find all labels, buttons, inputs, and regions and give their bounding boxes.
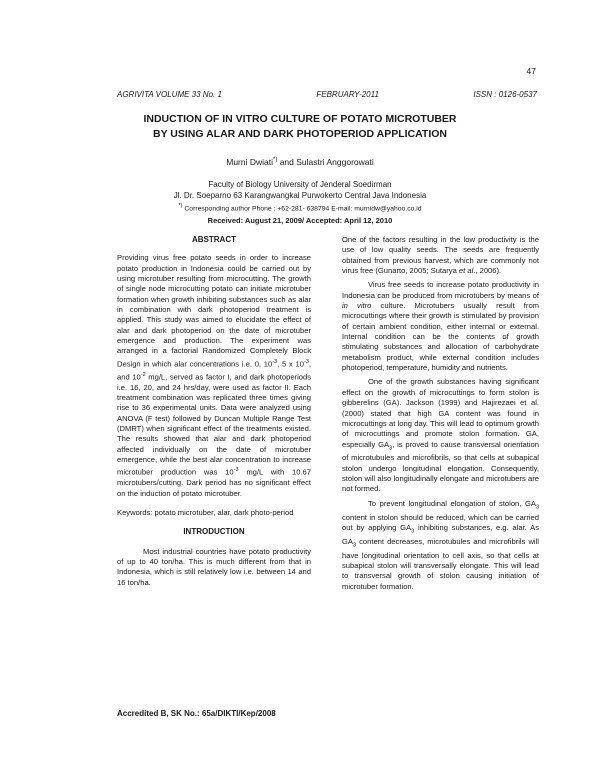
keywords: Keywords: potato microtuber, alar, dark photo-period [117,507,294,517]
author-rest: and Sulastri Anggorowati [277,157,374,167]
title-line-1: INDUCTION OF IN VITRO CULTURE OF POTATO MICROTUBER [143,113,457,125]
intro-paragraph-1: Most industrial countries have potato productivity of up to 40 ton/ha. This is much different from that in Indonesia, which is still relatively low i.e. between 14 and 16 ton/ha. [117,546,311,587]
author-first: Murni Dwiati [226,157,273,167]
abstract-part1: Providing virus free potato seeds in order to increase potato production in Indonesia could be carried out by using microtuber resulting from microcutting. The growth of single node microcutting potato can initiate microtuber formation when growth inhibiting substances such as alar in combination with dark photoperiod treatment is applied. This study was aimed to elucidate the effect of alar and dark photoperiod on the date of microtuber emergence and production. The experiment was arranged in a factorial Randomized Completely Block Design in which alar concentrations i.e. 0, 10 [117,253,311,369]
affiliation [80,180,520,215]
abstract-text [117,253,311,499]
abstract-heading: ABSTRACT [192,235,236,244]
address: Jl. Dr. Soeparno 63 Karangwangkal Purwokerto Central Java Indonesia [173,190,427,200]
right-paragraph-4 [342,499,539,592]
issn: ISSN : 0126-0537 [473,90,537,99]
author-mark: *) [273,157,278,164]
p4-sub2: 3 [411,528,415,535]
p1-italic: et al [458,266,474,276]
abstract-sup4: -3 [233,467,239,474]
right-paragraph-3 [342,377,539,494]
corr-mark: *) [178,203,183,209]
received-dates: Received: August 21, 2009/ Accepted: April 12, 2010 [207,216,393,225]
p3-text-a: One of the growth substances having significant effect on the growth of microcuttings to form stolon is gibberelins (GA). Jackson (1999) and Hajirezaei et al. (2000) stated that high GA content was found in microcuttings at long day. This will lead to optimum growth of microcuttings and promote stolon formation. GA, especially GA [342,377,539,449]
p4-text-d: content decreases, microtubules and microfibrils will have longitudinal orientation to cell axis, so that cells at subapical stolon will transversally elongate. This will lead to transversal growth of stolon causing initiation of microtuber formation. [342,536,539,591]
p1-text-b: ., 2006). [473,266,502,276]
p1-text-a: One of the factors resulting in the low productivity is the use of low quality seeds. The seeds are frequently obtained from previous harvest, which are commonly not virus free (Gunarto, 2005; Sutarya [342,235,539,276]
authors [80,157,520,167]
p4-text-c: inhibiting substances, e.g. alar. As GA [342,522,539,546]
abstract-sup3: -2 [140,371,146,378]
corr-text: Corresponding author Phone : +62-281- 638794 E-mail: murnidw@yahoo.co.id [182,205,422,213]
right-column [342,235,539,592]
abstract-part4: mg/L, served as factor I, and dark photoperiods i.e. 16, 20, and 24 hrs/day, were used as factor II. Each treatment combination was replicated three times giving rise to 36 experimental units. Data were analyzed using ANOVA (F test) followed by Duncan Multiple Range Test (DMRT) when significant effect of the treatments existed. The results showed that alar and dark photoperiod affected individually on the date of microtuber emergence, while the best alar concentration to increase microtuber production was 10 [117,372,311,477]
abstract-part3: , and 10 [117,359,311,382]
running-header [117,90,537,99]
p3-text-b: , is proved to cause transversal orientation of microtubules and microfibrils, so that cells at subapical stolon undergo longitudinal elongation. Consequently, stolon will also longitudinally elongate and microtubers are not formed. [342,439,539,494]
p4-sub3: 3 [352,542,357,549]
abstract-part2: , 5 x 10 [277,359,304,369]
p4-text-a: To prevent longitudinal elongation of stolon, GA [368,498,536,508]
p2-text-b: culture. Microtubers usually result from microcuttings where their growth is stimulated by provision of certain ambient condition, either internal or external. Internal condition can be the contents of growth stimulating substances and allocation of carbohydrate metabolism product, while external condition includes photoperiod, temperature, humidity and nutrients. [342,301,539,373]
left-column [117,235,311,588]
introduction-heading: INTRODUCTION [183,527,245,537]
corresponding-author [80,201,520,215]
p2-italic: in vitro [342,301,372,311]
p2-text-a: Virus free seeds to increase potato productivity in Indonesia can be produced from microtubers by means of [342,280,539,300]
abstract-sup1: -3 [272,358,278,365]
paper-title [80,112,520,142]
abstract-sup2: -3 [303,358,309,365]
issue-date: FEBRUARY-2011 [316,90,379,99]
right-paragraph-2 [342,280,539,373]
accreditation: Accredited B, SK No.: 65a/DIKTI/Kep/2008 [117,709,276,718]
journal-name: AGRIVITA VOLUME 33 No. 1 [117,90,222,99]
abstract-part5: mg/L with 10.67 microtubers/cutting. Dark period has no significant effect on the induction of potato microtuber. [117,467,311,498]
page-number: 47 [526,66,536,76]
faculty: Faculty of Biology University of Jenderal Soedirman [208,180,392,189]
right-paragraph-1 [342,235,539,276]
p4-text-b: content in stolon should be reduced, which can be carried out by applying GA [342,512,539,532]
title-line-2: BY USING ALAR AND DARK PHOTOPERIOD APPLICATION [152,128,447,140]
p3-sub: 3 [389,445,393,452]
p4-sub1: 3 [535,504,539,511]
